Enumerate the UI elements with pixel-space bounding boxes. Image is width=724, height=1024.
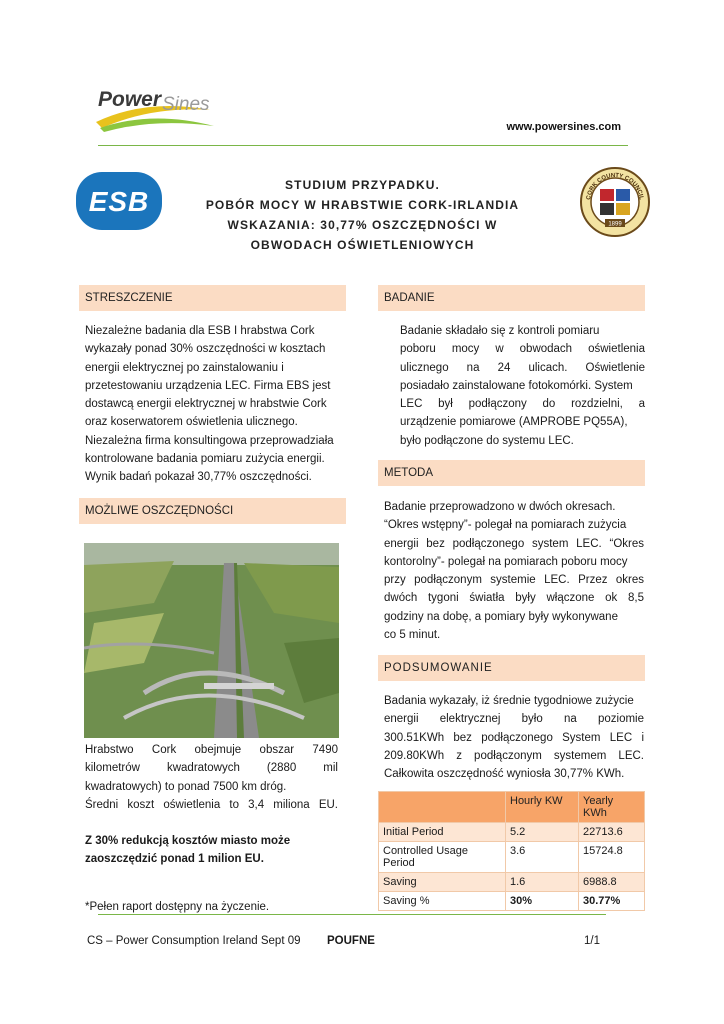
table-cell: 22713.6 — [579, 823, 645, 842]
study-line: LEC był podłączony do rozdzielni, a — [400, 398, 645, 411]
method-line: energii bez podłączonego system LEC. “Okres — [384, 537, 644, 550]
savings-table — [378, 791, 645, 911]
table-row — [379, 892, 645, 911]
seal-quarter-red — [600, 189, 614, 201]
table-cell: 3.6 — [506, 842, 579, 873]
study-paragraph — [400, 322, 645, 450]
table-cell: 15724.8 — [579, 842, 645, 873]
method-paragraph — [384, 498, 644, 644]
esb-logo — [76, 172, 162, 230]
table-cell: 30.77% — [579, 892, 645, 911]
highlight-line: Z 30% redukcją kosztów miasto może — [85, 835, 291, 847]
seal-text-bottom: 1899 — [608, 221, 622, 228]
method-line: przy podłączonym systemie LEC. Przez okres — [384, 574, 644, 587]
title-line: POBÓR MOCY W HRABSTWIE CORK-IRLANDIA — [205, 198, 520, 212]
seal-quarter-blue — [616, 189, 630, 201]
esb-logo-text: ESB — [88, 186, 150, 217]
county-line: Hrabstwo Cork obejmuje obszar 7490 — [85, 744, 338, 756]
study-line: poboru mocy w obwodach oświetlenia — [400, 343, 645, 356]
table-header-cell — [379, 792, 506, 823]
method-line: co 5 minut. — [384, 629, 441, 642]
table-row — [379, 842, 645, 873]
table-row — [379, 823, 645, 842]
footer-document-id: CS – Power Consumption Ireland Sept 09 — [87, 935, 301, 947]
title-line: STUDIUM PRZYPADKU. — [285, 178, 440, 192]
title-line: WSKAZANIA: 30,77% OSZCZĘDNOŚCI W — [227, 218, 498, 232]
summary-line: dostawcą energii elektrycznej w hrabstwie Cork — [85, 398, 327, 411]
method-line: godziny na dobę, a pomiary były wykonywane — [384, 610, 618, 623]
study-line: posiadało zainstalowane fotokomórki. System — [400, 379, 633, 392]
conclusion-line: Całkowita oszczędność wyniosła 30,77% KWh. — [384, 768, 625, 781]
aerial-motorway-photo — [84, 543, 339, 738]
summary-paragraph — [85, 322, 345, 487]
table-header-cell: Hourly KW — [506, 792, 579, 823]
study-line: Badanie składało się z kontroli pomiaru — [400, 325, 600, 337]
summary-line: Niezależna firma konsultingowa przeprowadziała — [85, 434, 334, 447]
title-line: OBWODACH OŚWIETLENIOWYCH — [250, 238, 475, 252]
logo-text-power: Power — [98, 88, 162, 111]
report-note: *Pełen raport dostępny na życzenie. — [85, 901, 270, 913]
footer-divider — [98, 914, 606, 915]
logo-text-sines: Sines — [162, 94, 210, 115]
summary-line: kontrolowane badania pomiaru zużycia energii. — [85, 453, 325, 466]
table-header-cell: Yearly KWh — [579, 792, 645, 823]
county-line: kwadratowych) to ponad 7500 km dróg. — [85, 780, 287, 793]
conclusion-line: 300.51KWh bez podłączonego System LEC i — [384, 731, 644, 744]
seal-quarter-dark — [600, 203, 614, 215]
header-divider — [98, 145, 628, 146]
study-line: było podłączone do systemu LEC. — [400, 434, 574, 447]
summary-line: energii elektrycznej po zainstalowaniu i — [85, 361, 284, 374]
photo-horizon — [84, 543, 339, 565]
section-heading-conclusion: PODSUMOWANIE — [378, 655, 645, 681]
cork-county-council-seal — [580, 167, 650, 237]
conclusion-line: 209.80KWh z podłączonym systemem LEC. — [384, 749, 644, 762]
summary-line: Niezależne badania dla ESB I hrabstwa Cork — [85, 325, 315, 337]
method-line: “Okres wstępny”- polegał na pomiarach zużycia — [384, 519, 627, 532]
summary-line: przetestowaniu urządzenia LEC. Firma EBS jest — [85, 379, 331, 392]
seal-quarter-gold — [616, 203, 630, 215]
table-cell: 6988.8 — [579, 873, 645, 892]
method-line: kontorolny”- polegał na pomiarach poboru mocy — [384, 555, 628, 568]
conclusion-paragraph — [384, 692, 644, 783]
table-cell: Saving % — [379, 892, 506, 911]
table-header-row — [379, 792, 645, 823]
photo-bridge — [204, 683, 274, 689]
table-cell: Initial Period — [379, 823, 506, 842]
table-cell: 5.2 — [506, 823, 579, 842]
county-line: kilometrów kwadratowych (2880 mil — [85, 762, 338, 775]
summary-line: oraz koserwatorem oświetlenia ulicznego. — [85, 416, 298, 429]
table-cell: 1.6 — [506, 873, 579, 892]
study-line: urządzenie pomiarowe (AMPROBE PQ55A), — [400, 416, 628, 429]
county-line: Średni koszt oświetlenia to 3,4 miliona EU. — [85, 798, 338, 811]
footer-page-number: 1/1 — [584, 935, 600, 947]
powersines-logo — [92, 80, 222, 140]
section-heading-summary: STRESZCZENIE — [79, 285, 346, 311]
study-line: ulicznego na 24 ulicach. Oświetlenie — [400, 361, 645, 374]
method-line: Badanie przeprowadzono w dwóch okresach. — [384, 501, 616, 513]
website-url[interactable]: www.powersines.com — [506, 121, 621, 133]
savings-highlight — [85, 832, 345, 869]
section-heading-study: BADANIE — [378, 285, 645, 311]
highlight-line: zaoszczędzić ponad 1 milion EU. — [85, 853, 264, 866]
section-heading-savings: MOŻLIWE OSZCZĘDNOŚCI — [79, 498, 346, 524]
table-cell: Saving — [379, 873, 506, 892]
document-title — [190, 175, 535, 255]
section-heading-method: METODA — [378, 460, 645, 486]
method-line: dwóch tygoni światła były włączone ok 8,5 — [384, 592, 644, 605]
table-cell: Controlled Usage Period — [379, 842, 506, 873]
conclusion-line: Badania wykazały, iż średnie tygodniowe zużycie — [384, 695, 634, 707]
summary-line: Wynik badań pokazał 30,77% oszczędności. — [85, 471, 312, 484]
conclusion-line: energii elektrycznej było na poziomie — [384, 713, 644, 726]
county-paragraph — [85, 741, 338, 814]
seal-text-top: CORK COUNTY COUNCIL — [586, 172, 644, 201]
table-cell: 30% — [506, 892, 579, 911]
summary-line: wykazały ponad 30% oszczędności w kosztach — [85, 343, 326, 356]
table-row — [379, 873, 645, 892]
footer-confidential: POUFNE — [327, 935, 375, 947]
